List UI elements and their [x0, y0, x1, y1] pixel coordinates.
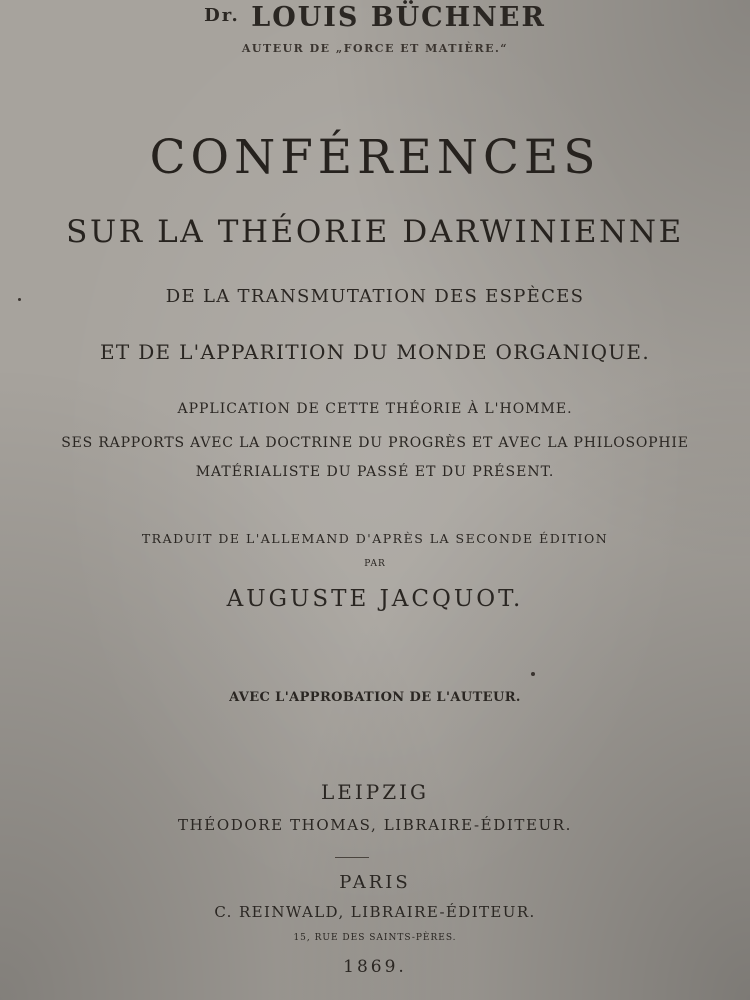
book-subtitle: SUR LA THÉORIE DARWINIENNE [66, 214, 684, 250]
city-paris: PARIS [339, 872, 411, 893]
author-name-row [0, 2, 750, 33]
par-label: PAR [364, 559, 386, 569]
city-leipzig: LEIPZIG [320, 780, 429, 804]
publication-year: 1869. [343, 957, 407, 977]
translator-name: AUGUSTE JACQUOT. [226, 586, 524, 612]
paper-speck [18, 298, 21, 301]
book-title: CONFÉRENCES [149, 130, 601, 185]
subtitle-line-3: DE LA TRANSMUTATION DES ESPÈCES [165, 286, 585, 307]
author-name: LOUIS BÜCHNER [251, 2, 546, 33]
subtitle-line-5: APPLICATION DE CETTE THÉORIE À L'HOMME. [177, 401, 573, 417]
paper-speck [531, 672, 535, 676]
author-subtitle: AUTEUR DE „FORCE ET MATIÈRE.“ [241, 42, 509, 55]
approval-line: AVEC L'APPROBATION DE L'AUTEUR. [229, 690, 521, 705]
subtitle-line-7: MATÉRIALISTE DU PASSÉ ET DU PRÉSENT. [195, 464, 555, 480]
author-title-prefix: Dr. [204, 5, 240, 26]
subtitle-line-4: ET DE L'APPARITION DU MONDE ORGANIQUE. [100, 340, 650, 364]
publisher-leipzig: THÉODORE THOMAS, LIBRAIRE-ÉDITEUR. [177, 816, 573, 834]
divider-rule [335, 857, 369, 858]
publisher-paris: C. REINWALD, LIBRAIRE-ÉDITEUR. [214, 903, 536, 921]
publisher-address: 15, RUE DES SAINTS-PÈRES. [293, 933, 457, 943]
subtitle-line-6: SES RAPPORTS AVEC LA DOCTRINE DU PROGRÈS ET AVEC LA PHILOSOPHIE [61, 435, 689, 451]
translation-line: TRADUIT DE L'ALLEMAND D'APRÈS LA SECONDE ÉDITION [141, 531, 609, 546]
